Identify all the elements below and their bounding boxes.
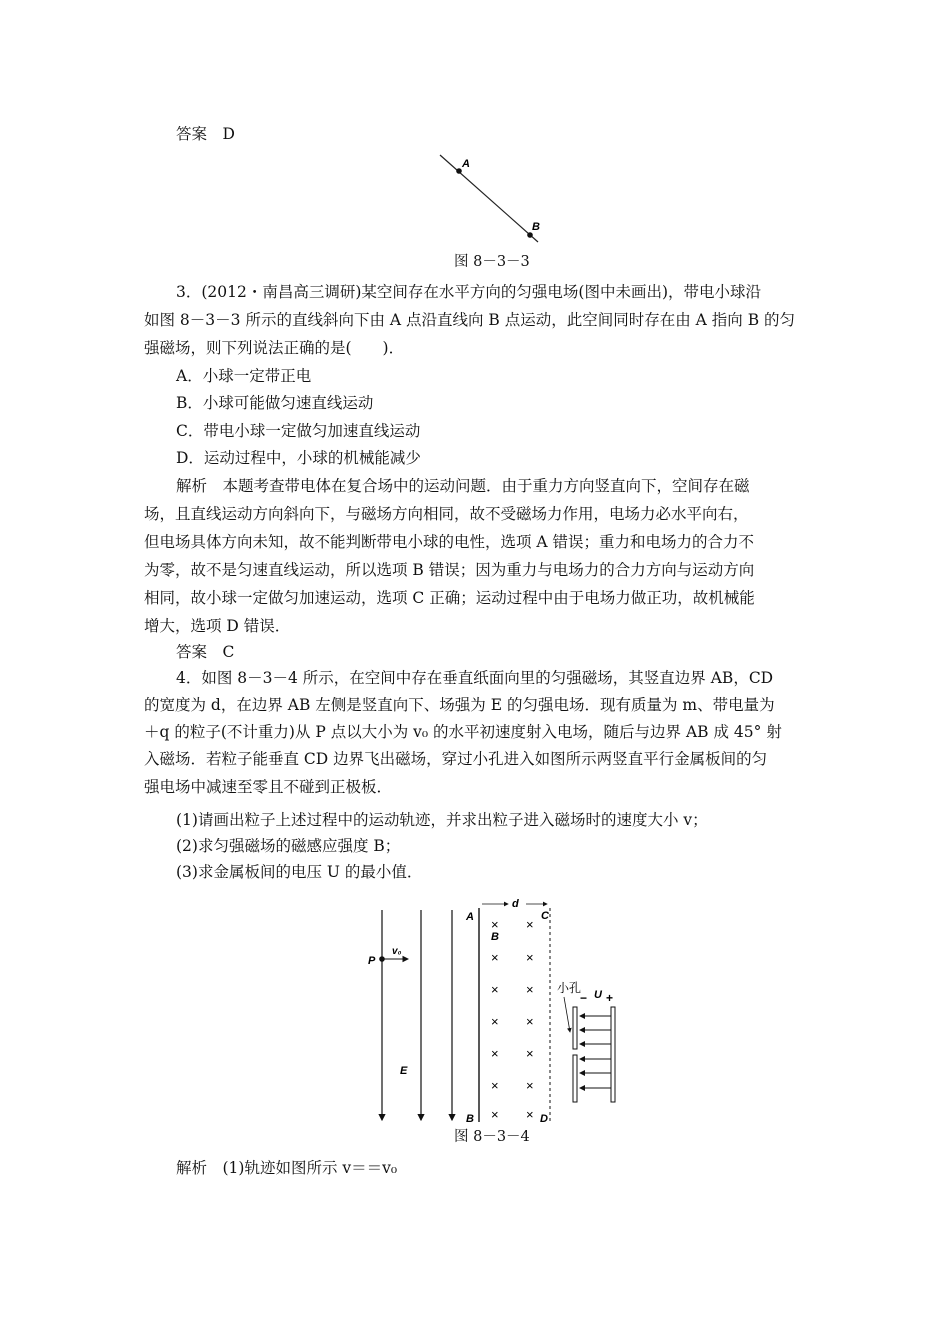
q3-option-b: B．小球可能做匀速直线运动 [176,394,374,412]
label-d: d [512,898,519,910]
q3-line-2: 如图 8－3－3 所示的直线斜向下由 A 点沿直线向 B 点运动，此空间同时存在由 A 指向 B 的匀 [144,311,796,329]
field-cross: × [526,950,534,965]
q3-option-a: A．小球一定带正电 [176,367,312,385]
point-b [527,232,533,238]
field-cross: × [526,1107,534,1122]
label-e: E [400,1065,408,1077]
q3-option-c: C．带电小球一定做匀加速直线运动 [176,422,421,440]
q4-line-3: ＋q 的粒子(不计重力)从 P 点以大小为 v₀ 的水平初速度射入电场，随后与边界 AB 成 45° 射 [144,723,782,741]
q3-line-1: 3．(2012・南昌高三调研)某空间存在水平方向的匀强电场(图中未画出)，带电小球沿 [176,283,761,301]
label-minus: − [580,991,588,1005]
field-cross: × [526,1046,534,1061]
label-a: A [462,158,470,170]
field-cross: × [526,1014,534,1029]
field-cross: × [491,1107,499,1122]
field-cross: × [526,982,534,997]
field-cross: × [526,1078,534,1093]
point-a [456,168,462,174]
q4-line-5: 强电场中减速至零且不碰到正极板． [144,778,393,796]
label-u: U [594,989,602,1001]
field-cross: × [491,1046,499,1061]
figure-4-caption: 图 8－3－4 [454,1129,530,1145]
q4-line-1: 4．如图 8－3－4 所示，在空间中存在垂直纸面向里的匀强磁场，其竖直边界 AB，CD [176,669,774,687]
q3-line-3: 强磁场，则下列说法正确的是( )． [144,339,405,357]
q4-line-4: 入磁场．若粒子能垂直 CD 边界飞出磁场，穿过小孔进入如图所示两竖直平行金属板间的匀 [144,750,768,768]
q4-line-2: 的宽度为 d，在边界 AB 左侧是竖直向下、场强为 E 的匀强电场．现有质量为 m、带电量为 [144,696,775,714]
q4-sub-1: (1)请画出粒子上述过程中的运动轨迹，并求出粒子进入磁场时的速度大小 v； [176,811,708,829]
q3-analysis-4: 为零，故不是匀速直线运动，所以选项 B 错误；因为重力与电场力的合力方向与运动方向 [144,561,755,579]
q3-option-d: D．运动过程中，小球的机械能减少 [176,449,421,467]
field-cross: × [491,1014,499,1029]
figure-3-caption: 图 8－3－3 [454,254,530,270]
figure-8-3-3 [420,150,550,250]
negative-plate-upper [573,1007,577,1049]
figure-8-3-4 [360,892,630,1130]
label-plus: + [606,991,614,1005]
label-p: P [368,955,376,967]
field-cross: × [491,917,499,932]
field-cross: × [491,950,499,965]
label-a-fig4: A [466,911,474,923]
field-cross: × [491,982,499,997]
q4-sub-2: (2)求匀强磁场的磁感应强度 B； [176,837,401,855]
label-b-bottom: B [466,1113,474,1125]
q3-analysis-5: 相同，故小球一定做匀加速运动，选项 C 正确；运动过程中由于电场力做正功，故机械能 [144,589,755,607]
line-ab [440,155,538,242]
field-cross: × [491,1078,499,1093]
previous-answer: 答案 D [176,125,235,143]
q3-analysis-1: 解析 本题考查带电体在复合场中的运动问题．由于重力方向竖直向下，空间存在磁 [176,477,750,495]
q3-analysis-6: 增大，选项 D 错误． [144,617,291,635]
q4-sub-3: (3)求金属板间的电压 U 的最小值． [176,863,423,881]
label-hole: 小孔 [557,981,582,995]
final-analysis: 解析 (1)轨迹如图所示 v＝＝v₀ [176,1159,398,1177]
negative-plate-lower [573,1055,577,1102]
label-d-point: D [540,1113,548,1125]
hole-pointer [564,997,570,1032]
label-b-top: B [491,931,499,943]
positive-plate [611,1007,615,1102]
field-cross: × [526,917,534,932]
label-v0: v₀ [392,946,402,957]
label-b: B [532,221,540,233]
label-c: C [541,910,549,922]
q3-answer: 答案 C [176,643,235,661]
q3-analysis-3: 但电场具体方向未知，故不能判断带电小球的电性，选项 A 错误；重力和电场力的合力不 [144,533,755,551]
q3-analysis-2: 场，且直线运动方向斜向下，与磁场方向相同，故不受磁场力作用，电场力必水平向右， [144,505,749,523]
